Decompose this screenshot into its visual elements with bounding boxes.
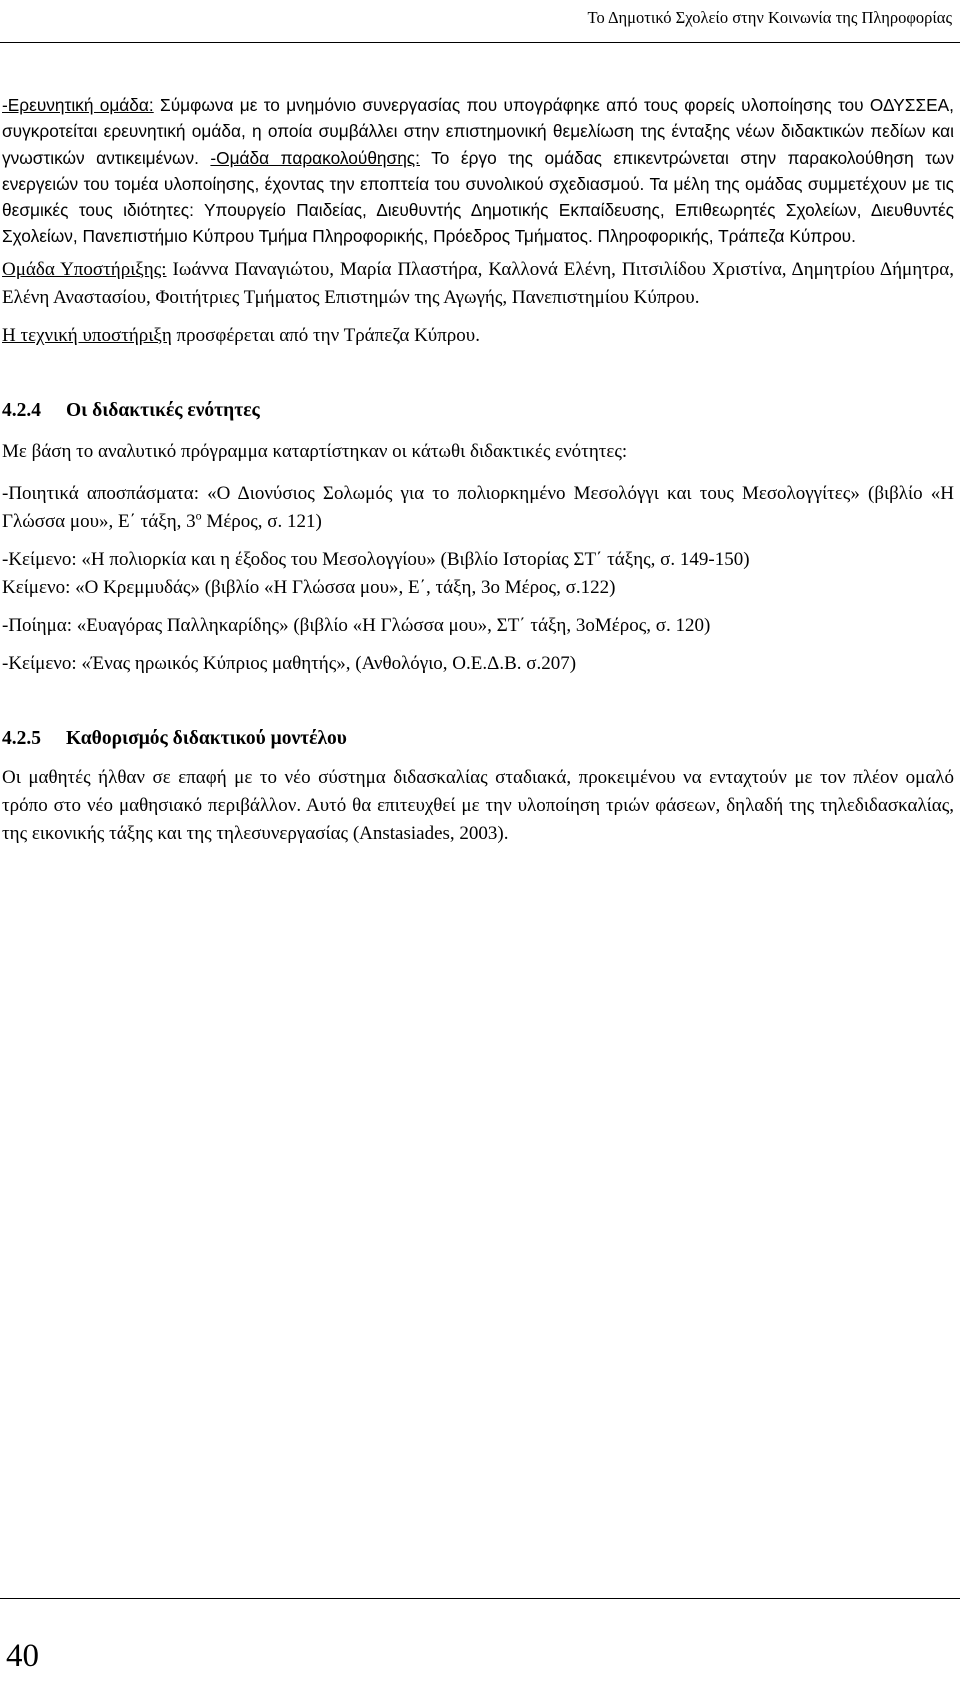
units-intro: Με βάση το αναλυτικό πρόγραμμα καταρτίστηκαν οι κάτωθι διδακτικές ενότητες: <box>2 440 628 462</box>
running-header: Το Δημοτικό Σχολείο στην Κοινωνία της Πληροφορίας <box>587 8 952 27</box>
monitoring-team-text: Το έργο της ομάδας επικεντρώνεται στην παρακολούθηση των ενεργειών του τομέα υλοποίησης, έχοντας την εποπτεία του συνολικού σχεδιασμού. Τα μέλη της ομάδας συμμετέχουν με τις θεσμικές τους ιδιότητες: Υπουργείο Παιδείας, Διευθυντής Δημοτικής Εκπαίδευσης, Επιθεωρητές Σχολείων, Διευθυντές Σχολείων, Πανεπιστήμιο Κύπρου Τμήμα Πληροφορικής, Πρόεδρος Τμήματος. Πληροφορικής, Τράπεζα Κύπρου. <box>2 147 954 247</box>
unit-item-2 <box>2 546 954 602</box>
section-heading-4-2-4 <box>2 400 954 422</box>
unit-item-1-text: -Ποιητικά αποσπάσματα: «Ο Διονύσιος Σολωμός για το πολιορκημένο Μεσολόγγι και τους Μεσολογγίτες» (βιβλίο «Η Γλώσσα μου», Ε΄ τάξη, 3 <box>2 482 954 532</box>
monitoring-team-label: -Ομάδα παρακολούθησης: <box>210 147 420 168</box>
section-number: 4.2.5 <box>2 727 41 749</box>
support-team-label: Ομάδα Υποστήριξης: <box>2 258 167 280</box>
unit-item-1-tail: Μέρος, σ. 121) <box>201 510 322 532</box>
section-title: Οι διδακτικές ενότητες <box>66 399 260 421</box>
section-number: 4.2.4 <box>2 399 41 421</box>
research-team-text: Σύμφωνα με το μνημόνιο συνεργασίας που υπογράφηκε από τους φορείς υλοποίησης του ΟΔΥΣΣΕΑ, συγκροτείται ερευνητική ομάδα, η οποία συμβάλλει στην επιστημονική θεμελίωση της ένταξης νέων διδακτικών πεδίων και γνωστικών αντικειμένων. <box>2 95 954 168</box>
support-team-paragraph <box>2 256 954 312</box>
technical-support-label: Η τεχνική υποστήριξη <box>2 324 172 346</box>
research-team-label: -Ερευνητική ομάδα: <box>2 95 154 115</box>
document-body <box>2 92 954 848</box>
unit-item-1 <box>2 480 954 536</box>
unit-item-2-line-1: -Κείμενο: «Η πολιορκία και η έξοδος του Μεσολογγίου» (Βιβλίο Ιστορίας ΣΤ΄ τάξης, σ. 149-150) <box>2 548 750 570</box>
page-number: 40 <box>6 1638 39 1674</box>
support-team-text: Ιωάννα Παναγιώτου, Μαρία Πλαστήρα, Καλλονά Ελένη, Πιτσιλίδου Χριστίνα, Δημητρίου Δήμητρα, Ελένη Αναστασίου, Φοιτήτριες Τμήματος Επιστημών της Αγωγής, Πανεπιστημίου Κύπρου. <box>2 258 954 308</box>
technical-support-text: προσφέρεται από την Τράπεζα Κύπρου. <box>171 324 480 346</box>
unit-item-4: -Κείμενο: «Ένας ηρωικός Κύπριος μαθητής», (Ανθολόγιο, Ο.Ε.Δ.Β. σ.207) <box>2 652 577 674</box>
research-team-paragraph <box>2 92 954 250</box>
unit-item-1-sup: ο <box>195 508 202 523</box>
header-rule <box>0 42 960 43</box>
technical-support-paragraph <box>2 322 954 350</box>
section-heading-4-2-5 <box>2 728 954 750</box>
didactic-model-paragraph: Οι μαθητές ήλθαν σε επαφή με το νέο σύστημα διδασκαλίας σταδιακά, προκειμένου να ενταχτούν με τον πλέον ομαλό τρόπο στο νέο μαθησιακό περιβάλλον. Αυτό θα επιτευχθεί με την υλοποίηση τριών φάσεων, δηλαδή της τηλεδιδασκαλίας, της εικονικής τάξης και της τηλεσυνεργασίας (Anstasiades, 2003). <box>2 766 954 844</box>
unit-item-2-line-2: Κείμενο: «Ο Κρεμμυδάς» (βιβλίο «Η Γλώσσα μου», Ε΄, τάξη, 3ο Μέρος, σ.122) <box>2 576 616 598</box>
footer-rule <box>0 1598 960 1599</box>
unit-item-3: -Ποίημα: «Ευαγόρας Παλληκαρίδης» (βιβλίο «Η Γλώσσα μου», ΣΤ΄ τάξη, 3οΜέρος, σ. 120) <box>2 614 711 636</box>
section-title: Καθορισμός διδακτικού μοντέλου <box>66 727 347 749</box>
